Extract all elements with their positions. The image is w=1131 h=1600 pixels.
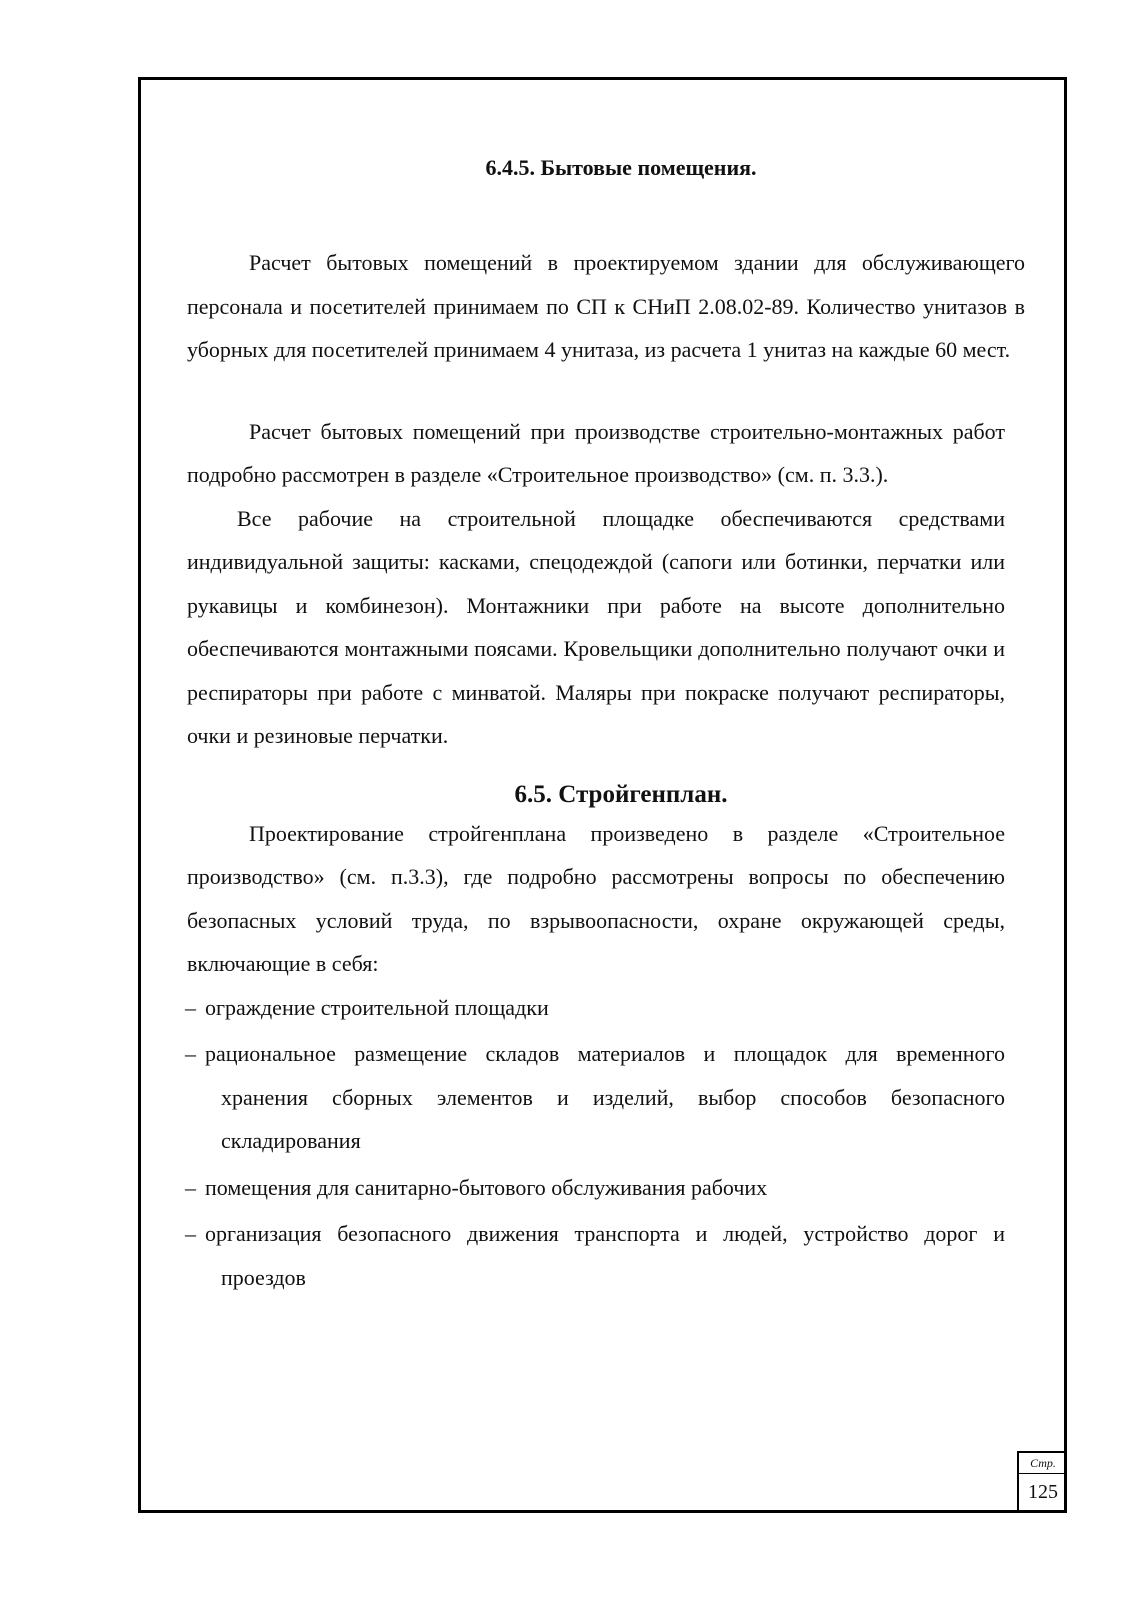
paragraph-construction-sanitary: Расчет бытовых помещений при производстве строительно-монтажных работ подробно рассмотрен в разделе «Строительное производство» (см. п. 3.3.). [187,418,1005,487]
list-item-text: ограждение строительной площадки [205,994,549,1020]
list-item-text: помещения для санитарно-бытового обслуживания рабочих [205,1174,768,1200]
list-item-text: организация безопасного движения транспорта и людей, устройство дорог и проездов [205,1221,1005,1290]
list-item [187,1212,1005,1299]
site-plan-list [187,986,1005,1300]
paragraph-protective-equipment: Все рабочие на строительной площадке обеспечиваются средствами индивидуальной защиты: касками, спецодеждой (сапоги или ботинки, перчатки или рукавицы и комбинезон). Монтажники при работе на высоте дополнительно обеспечиваются монтажными поясами. Кровельщики дополнительно получают очки и респираторы при работе с минватой. Маляры при покраске получают респираторы, очки и резиновые перчатки. [187,505,1005,748]
page-number: 125 [1028,1481,1058,1503]
list-item [187,1166,1005,1210]
bullet-dash: – [185,994,196,1020]
list-item [187,1032,1005,1163]
list-item-text: рациональное размещение складов материалов и площадок для временного хранения сборных элементов и изделий, выбор способов безопасного складирования [205,1041,1005,1153]
bullet-dash: – [185,1174,196,1200]
section-heading-6-4-5: 6.4.5. Бытовые помещения. [485,155,757,180]
page-label: Стр. [1019,1453,1067,1474]
document-body [187,145,1025,1302]
page-number-stamp [1017,1451,1067,1513]
bullet-dash: – [185,1221,196,1246]
section-heading-6-5: 6.5. Стройгенплан. [514,780,728,808]
bullet-dash: – [185,1041,196,1066]
paragraph-sanitary-rooms-calc: Расчет бытовых помещений в проектируемом здании для обслуживающего персонала и посетителей принимаем по СП к СНиП 2.08.02-89. Количество унитазов в уборных для посетителей принимаем 4 унитаза, из расчета 1 унитаз на каждые 60 мест. [187,250,1025,362]
paragraph-site-plan-intro: Проектирование стройгенплана произведено в разделе «Строительное производство» (см. п.3.3), где подробно рассмотрены вопросы по обеспечению безопасных условий труда, по взрывоопасности, охране окружающей среды, включающие в себя: [187,820,1005,976]
list-item [187,986,1005,1030]
